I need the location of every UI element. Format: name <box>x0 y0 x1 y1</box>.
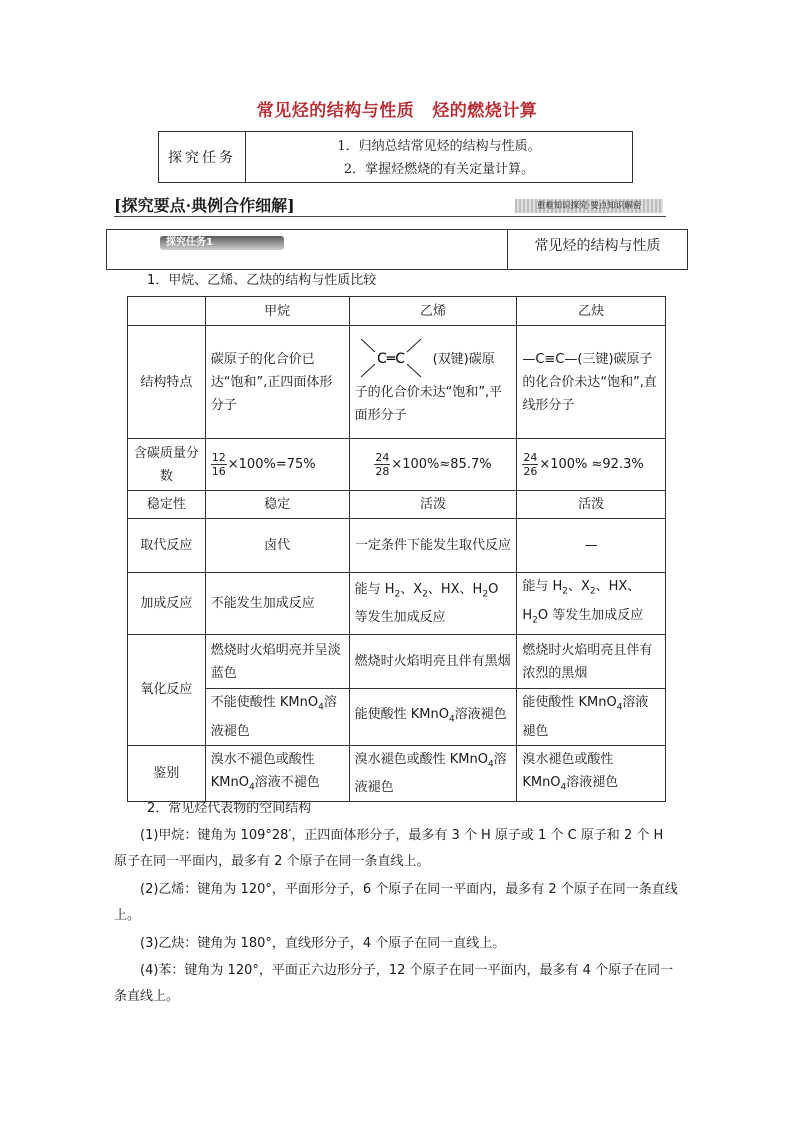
ethylene-structure-text2: 子的化合价未达“饱和”,平面形分子 <box>354 385 503 423</box>
table-row-structure <box>128 326 666 439</box>
title-part2: 烃的燃烧计算 <box>432 101 538 121</box>
table-header-acetylene: 乙炔 <box>517 297 666 326</box>
row-label-structure: 结构特点 <box>128 326 206 439</box>
ethylene-formula: C═C <box>376 351 405 367</box>
ethylene-structure-icon <box>355 337 427 381</box>
cell-addition-methane: 不能发生加成反应 <box>205 573 349 635</box>
cell-substitution-acetylene: — <box>517 519 666 573</box>
cell-addition-acetylene: 能与 $H_2$、$X_2$、HX、$H_2O$ 等发生加成反应 <box>517 573 666 635</box>
cell-oxidation-burn-acetylene: 燃烧时火焰明亮且伴有浓烈的黑烟 <box>517 635 666 689</box>
cell-identify-acetylene: 溴水褪色或酸性 KMnO$_4$溶液褪色 <box>517 745 666 802</box>
row-label-carbon: 含碳质量分数 <box>128 439 206 491</box>
table-header-row <box>128 297 666 326</box>
table-header-methane: 甲烷 <box>205 297 349 326</box>
task1-badge: 探究任务1 <box>160 236 284 250</box>
acetylene-carbon-value: ×100% ≈92.3% <box>539 457 644 472</box>
table-row-carbon <box>128 439 666 491</box>
ethylene-fraction: $\frac{24}{28}$ <box>375 451 390 478</box>
cell-identify-ethylene: 溴水褪色或酸性 KMnO$_4$溶液褪色 <box>349 745 517 802</box>
table-header-blank <box>128 297 206 326</box>
page-title <box>0 96 794 121</box>
cell-substitution-methane: 卤代 <box>205 519 349 573</box>
paragraph-benzene: (4)苯：键角为 120°，平面正六边形分子，12 个原子在同一平面内，最多有 4 个原子在同一条直线上。 <box>114 963 674 1004</box>
p2-heading: 2．常见烃代表物的空间结构 <box>147 801 312 816</box>
table-row-stability <box>128 491 666 519</box>
title-part1: 常见烃的结构与性质 <box>256 101 415 121</box>
task-box-label: 探究任务 <box>159 132 246 182</box>
acetylene-fraction: $\frac{24}{26}$ <box>523 451 538 478</box>
ethylene-structure-text1: (双键)碳原 <box>432 351 495 367</box>
paragraph-acetylene: (3)乙炔：键角为 180°，直线形分子，4 个原子在同一直线上。 <box>140 936 506 951</box>
cell-structure-acetylene: —C≡C—(三键)碳原子的化合价未达“饱和”,直线形分子 <box>517 326 666 439</box>
table-header-ethylene: 乙烯 <box>349 297 517 326</box>
comparison-table <box>127 296 666 802</box>
table-row-oxidation-kmno4 <box>128 689 666 746</box>
cell-oxidation-burn-methane: 燃烧时火焰明亮并呈淡蓝色 <box>205 635 349 689</box>
task1-bar <box>106 229 688 270</box>
cell-addition-ethylene: 能与 $H_2$、$X_2$、HX、$H_2O$ 等发生加成反应 <box>349 573 517 635</box>
row-label-oxidation: 氧化反应 <box>128 635 206 746</box>
row-label-substitution: 取代反应 <box>128 519 206 573</box>
section-divider <box>114 216 666 217</box>
task-box <box>158 131 633 183</box>
methane-carbon-value: ×100%=75% <box>227 457 316 472</box>
task-item-2: 2．掌握烃燃烧的有关定量计算。 <box>343 162 535 177</box>
cell-structure-methane: 碳原子的化合价已达“饱和”,正四面体形分子 <box>205 326 349 439</box>
cell-carbon-methane <box>205 439 349 491</box>
table-row-oxidation-burn <box>128 635 666 689</box>
cell-oxidation-kmno4-acetylene: 能使酸性 KMnO$_4$溶液褪色 <box>517 689 666 746</box>
row-label-addition: 加成反应 <box>128 573 206 635</box>
cell-oxidation-kmno4-methane: 不能使酸性 KMnO$_4$溶液褪色 <box>205 689 349 746</box>
cell-carbon-acetylene <box>517 439 666 491</box>
task1-topic: 常见烃的结构与性质 <box>534 238 661 254</box>
row-label-identify: 鉴别 <box>128 745 206 802</box>
cell-substitution-ethylene: 一定条件下能发生取代反应 <box>349 519 517 573</box>
section-heading: [探究要点·典例合作细解] <box>114 196 295 215</box>
cell-carbon-ethylene <box>349 439 517 491</box>
ethylene-carbon-value: ×100%≈85.7% <box>391 457 492 472</box>
section-tag: 重难知识探究·要点知识解密 <box>515 199 663 213</box>
cell-stability-methane: 稳定 <box>205 491 349 519</box>
cell-identify-methane: 溴水不褪色或酸性 KMnO$_4$溶液不褪色 <box>205 745 349 802</box>
cell-stability-ethylene: 活泼 <box>349 491 517 519</box>
cell-oxidation-burn-ethylene: 燃烧时火焰明亮且伴有黑烟 <box>349 635 517 689</box>
paragraph-ethylene: (2)乙烯：键角为 120°，平面形分子，6 个原子在同一平面内，最多有 2 个原子在同一条直线上。 <box>114 882 678 923</box>
table-row-identify <box>128 745 666 802</box>
row-label-stability: 稳定性 <box>128 491 206 519</box>
cell-oxidation-kmno4-ethylene: 能使酸性 KMnO$_4$溶液褪色 <box>349 689 517 746</box>
cell-structure-ethylene <box>349 326 517 439</box>
cell-stability-acetylene: 活泼 <box>517 491 666 519</box>
methane-fraction: $\frac{12}{16}$ <box>211 451 226 478</box>
paragraph-methane: (1)甲烷：键角为 109°28′，正四面体形分子，最多有 3 个 H 原子或 1 个 C 原子和 2 个 H 原子在同一平面内，最多有 2 个原子在同一条直线上。 <box>114 828 664 869</box>
task-box-items <box>246 132 632 182</box>
p1-heading: 1．甲烷、乙烯、乙炔的结构与性质比较 <box>147 273 377 288</box>
table-row-substitution <box>128 519 666 573</box>
table-row-addition <box>128 573 666 635</box>
task-item-1: 1．归纳总结常见烃的结构与性质。 <box>337 139 541 154</box>
